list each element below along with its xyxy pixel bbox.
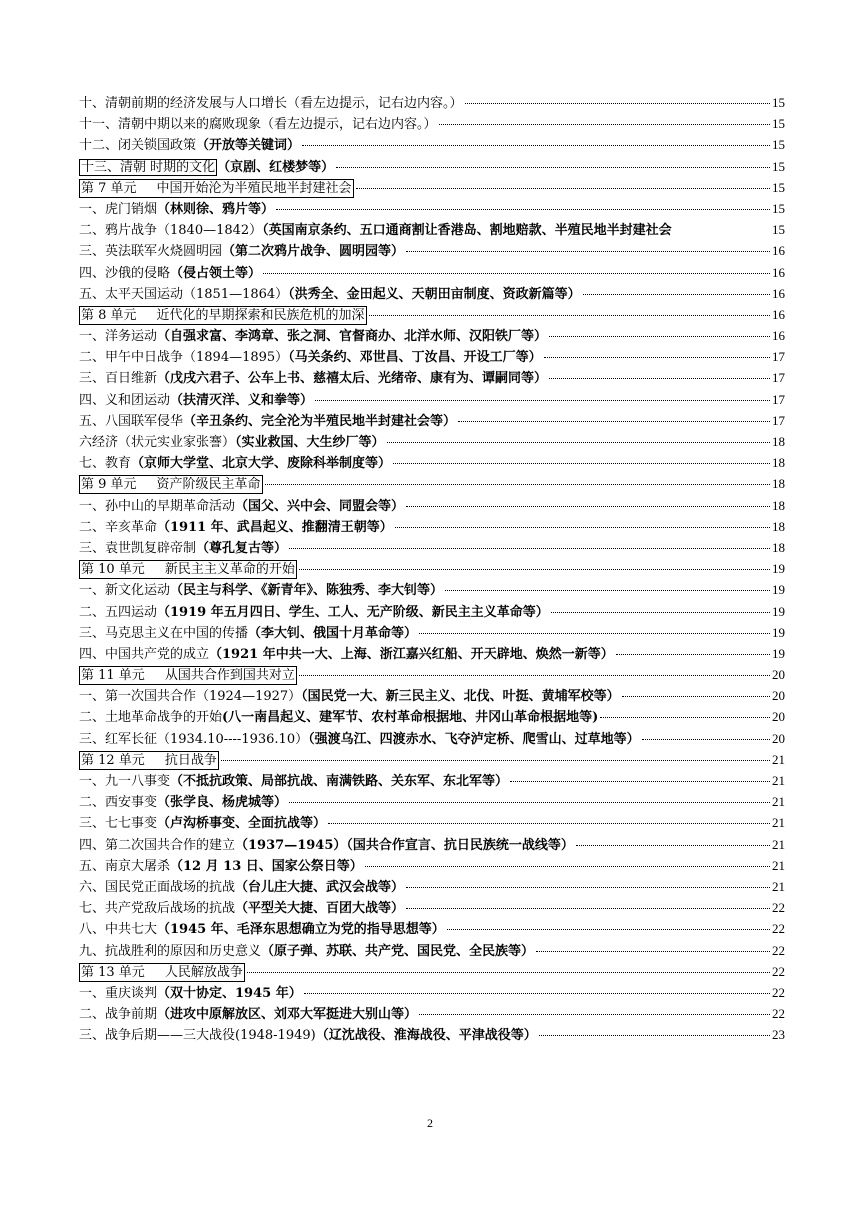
toc-entry[interactable]	[79, 495, 785, 516]
toc-entry-label	[79, 729, 640, 750]
toc-entry[interactable]	[79, 622, 785, 643]
toc-page-number: 22	[772, 900, 785, 916]
toc-entry-title: 三、红军长征（1934.10----1936.10）	[79, 731, 309, 747]
toc-unit-heading[interactable]	[79, 961, 785, 982]
toc-entry[interactable]	[79, 389, 785, 410]
toc-page-number: 21	[772, 794, 785, 810]
dot-leader	[419, 1014, 770, 1015]
toc-page-number: 22	[772, 984, 785, 1000]
toc-entry[interactable]	[79, 770, 785, 791]
dot-leader	[221, 760, 770, 761]
unit-number: 第 13 单元	[81, 964, 145, 980]
toc-entry-title: 十二、闭关锁国政策	[79, 138, 197, 154]
toc-entry[interactable]	[79, 240, 785, 261]
toc-entry-keywords: （张学良、杨虎城等）	[157, 795, 288, 811]
toc-entry-title: 一、重庆谈判	[79, 985, 158, 1001]
toc-page-number: 15	[772, 116, 785, 132]
toc-entry-keywords: （林则徐、鸦片等）	[157, 201, 275, 217]
toc-page-number: 15	[772, 179, 785, 195]
toc-entry[interactable]	[79, 367, 785, 388]
dot-leader	[328, 823, 770, 824]
toc-entry-label	[79, 983, 302, 1004]
toc-entry-label	[79, 496, 404, 517]
unit-number: 第 8 单元	[81, 307, 137, 323]
dot-leader	[395, 527, 770, 528]
toc-unit-heading[interactable]	[79, 664, 785, 685]
toc-page-number: 17	[772, 349, 785, 365]
toc-entry-title: 二、西安事变	[79, 795, 158, 811]
toc-entry-keywords: （1919 年五月四日、学生、工人、无产阶级、新民主主义革命等）	[157, 604, 549, 620]
dot-leader	[365, 866, 770, 867]
toc-entry[interactable]	[79, 516, 785, 537]
toc-entry-title: 七、教育	[79, 456, 132, 472]
toc-page-number: 20	[772, 730, 785, 746]
toc-entry[interactable]	[79, 262, 785, 283]
toc-entry[interactable]	[79, 579, 785, 600]
dot-leader	[406, 908, 770, 909]
toc-page-number: 15	[772, 95, 785, 110]
toc-entry-keywords: （开放等关键词）	[196, 138, 301, 154]
toc-entry-label	[79, 877, 404, 898]
toc-entry[interactable]	[79, 643, 785, 664]
toc-entry-title: 五、太平天国运动（1851—1864）	[79, 286, 289, 302]
toc-page-number: 15	[772, 222, 785, 238]
unit-title: 中国开始沦为半殖民地半封建社会	[156, 180, 352, 196]
dot-leader	[406, 887, 770, 888]
toc-entry-label	[79, 707, 598, 728]
toc-entry-label	[79, 326, 547, 347]
toc-entry-keywords: （扶清灭洋、义和拳等）	[170, 392, 314, 408]
toc-unit-heading[interactable]	[79, 558, 785, 579]
toc-page-number: 19	[772, 624, 785, 640]
toc-entry-title: 二、辛亥革命	[79, 519, 158, 535]
toc-entry-label	[79, 93, 463, 114]
toc-entry-keywords: （尊孔复古等）	[196, 540, 288, 556]
toc-entry-label	[79, 1025, 537, 1046]
toc-page-number: 20	[772, 709, 785, 725]
toc-entry-keywords: （辽沈战役、淮海战役、平津战役等）	[315, 1028, 537, 1044]
toc-entry-title: 二、战争前期	[79, 1007, 158, 1023]
dot-leader	[315, 400, 770, 401]
toc-entry-title: 三、百日维新	[79, 371, 158, 387]
toc-page-number: 15	[772, 200, 785, 216]
toc-entry-label	[79, 856, 363, 877]
toc-entry-keywords: （1945 年、毛泽东思想确立为党的指导思想等）	[157, 922, 445, 938]
toc-entry[interactable]	[79, 728, 785, 749]
unit-title: 从国共合作到国共对立	[164, 668, 295, 684]
toc-page-number: 23	[772, 1027, 785, 1043]
toc-page-number: 21	[772, 773, 785, 788]
dot-leader	[583, 294, 770, 295]
toc-entry-keywords: （平型关大捷、百团大战等）	[235, 901, 405, 917]
toc-entry[interactable]	[79, 812, 785, 833]
toc-entry-title: 十三、清朝 时期的文化	[81, 159, 216, 175]
table-of-contents	[79, 92, 785, 1045]
dot-leader	[299, 569, 770, 570]
toc-entry[interactable]	[79, 940, 785, 961]
toc-entry-title: 一、第一次国共合作（1924—1927）	[79, 689, 302, 705]
unit-heading-label	[79, 475, 263, 494]
toc-page-number: 15	[772, 158, 785, 174]
toc-entry-title: 十、清朝前期的经济发展与人口增长	[79, 96, 288, 111]
toc-entry-label	[79, 390, 313, 411]
toc-page-number: 16	[772, 264, 785, 280]
toc-entry-label	[79, 686, 620, 707]
dot-leader	[302, 145, 770, 146]
toc-entry-title: 五、八国联军侵华	[79, 413, 184, 429]
toc-unit-heading[interactable]	[79, 749, 785, 770]
dot-leader	[276, 209, 770, 210]
toc-entry-label	[79, 284, 581, 305]
toc-entry-title: 四、沙俄的侵略	[79, 265, 171, 281]
toc-page-number: 17	[772, 370, 785, 386]
unit-heading-label	[79, 666, 297, 685]
toc-page-number: 21	[772, 751, 785, 767]
toc-entry-title: 六经济（状元实业家张謇）	[79, 435, 236, 450]
toc-entry[interactable]	[79, 1024, 785, 1045]
toc-entry-keywords: （强渡乌江、四渡赤水、飞夺泸定桥、爬雪山、过草地等）	[308, 731, 640, 747]
dot-leader	[510, 781, 770, 782]
dot-leader	[369, 315, 770, 316]
toc-page-number: 21	[772, 836, 785, 852]
toc-entry[interactable]	[79, 346, 785, 367]
toc-entry-title: 一、新文化运动	[79, 583, 171, 599]
toc-entry-title: 三、英法联军火烧圆明园	[79, 244, 223, 260]
unit-number: 第 10 单元	[81, 562, 145, 578]
dot-leader	[458, 421, 770, 422]
dot-leader	[406, 251, 770, 252]
toc-entry-label	[79, 453, 391, 474]
toc-page-number: 18	[772, 476, 785, 492]
toc-entry-title: 三、七七事变	[79, 816, 158, 832]
toc-entry[interactable]	[79, 452, 785, 473]
dot-leader	[642, 739, 770, 740]
unit-number: 第 11 单元	[81, 668, 145, 684]
dot-leader	[539, 1035, 770, 1036]
toc-entry-title: 三、马克思主义在中国的传播	[79, 625, 249, 641]
toc-entry-title: 六、国民党正面战场的抗战	[79, 879, 236, 895]
toc-entry[interactable]	[79, 1003, 785, 1024]
toc-entry-label	[79, 602, 549, 623]
toc-entry[interactable]	[79, 685, 785, 706]
dot-leader	[447, 929, 770, 930]
toc-entry-title: 五、南京大屠杀	[79, 858, 171, 874]
toc-entry[interactable]	[79, 219, 785, 240]
toc-entry-keywords: （自强求富、李鸿章、张之洞、官督商办、北洋水师、汉阳铁厂等）	[157, 329, 548, 345]
toc-entry-title: 四、中国共产党的成立	[79, 646, 210, 662]
unit-title: 新民主主义革命的开始	[164, 562, 295, 578]
toc-unit-heading[interactable]	[79, 177, 785, 198]
dot-leader	[247, 972, 770, 973]
toc-entry-label	[79, 347, 542, 368]
toc-entry[interactable]	[79, 791, 785, 812]
toc-entry-keywords: （1921 年中共一大、上海、浙江嘉兴红船、开天辟地、焕然一新等）	[209, 646, 614, 662]
page-number: 2	[427, 1116, 433, 1130]
toc-entry-keywords: （戊戌六君子、公车上书、慈禧太后、光绪帝、康有为、谭嗣同等）	[157, 371, 548, 387]
toc-entry-keywords: （京剧、红楼梦等）	[217, 159, 335, 175]
unit-number: 第 7 单元	[81, 180, 137, 196]
toc-page-number: 15	[772, 137, 785, 153]
toc-page-number: 16	[772, 243, 785, 259]
unit-number: 第 9 单元	[81, 477, 137, 493]
dot-leader	[419, 633, 770, 634]
toc-page-number: 18	[772, 497, 785, 513]
dot-leader	[393, 463, 770, 464]
toc-entry-title: 一、九一八事变	[79, 774, 171, 789]
toc-entry-keywords: （1937—1945）（国共合作宣言、抗日民族统一战线等）	[235, 837, 574, 853]
toc-entry-label	[79, 813, 326, 834]
toc-entry-title: 一、洋务运动	[79, 329, 158, 345]
toc-entry[interactable]	[79, 855, 785, 876]
toc-page-number: 18	[772, 434, 785, 449]
toc-page-number: 20	[772, 688, 785, 704]
toc-entry-label	[79, 199, 274, 220]
dot-leader	[289, 802, 770, 803]
toc-entry-keywords: （辛丑条约、完全沦为半殖民地半封建社会等）	[183, 413, 457, 429]
toc-entry-title: 三、战争后期——三大战役(1948-1949)	[79, 1028, 316, 1044]
dot-leader	[263, 273, 770, 274]
toc-entry-label	[79, 411, 456, 432]
unit-title: 人民解放战争	[164, 964, 243, 980]
dot-leader	[265, 484, 770, 485]
toc-page-number: 18	[772, 518, 785, 534]
toc-entry-label	[79, 941, 534, 962]
unit-heading-label	[79, 306, 367, 325]
toc-entry-title: 八、中共七大	[79, 922, 158, 938]
toc-entry-keywords: （第二次鸦片战争、圆明园等）	[222, 244, 405, 260]
toc-entry-keywords: （洪秀全、金田起义、天朝田亩制度、资政新篇等）	[288, 286, 581, 302]
toc-entry[interactable]	[79, 156, 785, 177]
toc-page-number: 22	[772, 921, 785, 937]
toc-page-number: 18	[772, 455, 785, 471]
toc-entry-title: 二、甲午中日战争（1894—1895）	[79, 350, 289, 366]
dot-leader	[387, 442, 770, 443]
toc-page-number: 16	[772, 328, 785, 344]
toc-entry-keywords: （看左边提示，记右边内容。）	[287, 96, 463, 111]
toc-entry-label	[79, 580, 443, 601]
toc-entry-keywords: （不抵抗政策、局部抗战、南满铁路、关东军、东北军等）	[170, 774, 509, 789]
toc-entry-keywords: （实业救国、大生纱厂等）	[235, 435, 385, 450]
toc-entry[interactable]	[79, 198, 785, 219]
toc-entry[interactable]	[79, 92, 785, 113]
unit-heading-label	[79, 179, 354, 198]
toc-unit-heading[interactable]	[79, 473, 785, 494]
toc-entry-keywords: （原子弹、苏联、共产党、国民党、全民族等）	[261, 943, 535, 959]
toc-entry[interactable]	[79, 897, 785, 918]
toc-entry-title: 四、第二次国共合作的建立	[79, 837, 236, 853]
toc-entry-title: 十一、清朝中期以来的腐败现象	[79, 117, 262, 133]
toc-entry-label	[79, 792, 287, 813]
dot-leader	[600, 717, 770, 718]
toc-entry[interactable]	[79, 601, 785, 622]
toc-entry-label	[79, 114, 437, 135]
toc-page-number: 18	[772, 539, 785, 555]
dot-leader	[406, 506, 770, 507]
toc-entry[interactable]	[79, 537, 785, 558]
toc-page-number: 16	[772, 306, 785, 322]
toc-entry-title: 二、五四运动	[79, 604, 158, 620]
toc-entry-keywords: （双十协定、1945 年）	[157, 985, 302, 1001]
dot-leader	[551, 612, 770, 613]
dot-leader	[465, 103, 770, 104]
toc-entry-title: 一、孙中山的早期革命活动	[79, 498, 236, 514]
toc-entry[interactable]	[79, 982, 785, 1003]
toc-entry-keywords: （京师大学堂、北京大学、废除科举制度等）	[131, 456, 392, 472]
toc-page-number: 21	[772, 815, 785, 831]
dot-leader	[616, 654, 770, 655]
toc-entry[interactable]	[79, 410, 785, 431]
dot-leader	[445, 590, 770, 591]
dot-leader	[356, 188, 770, 189]
dot-leader	[549, 378, 770, 379]
toc-entry-label	[79, 771, 508, 792]
unit-title: 近代化的早期探索和民族危机的加深	[156, 307, 365, 323]
toc-entry[interactable]	[79, 431, 785, 452]
toc-entry-keywords: （12 月 13 日、国家公祭日等）	[170, 858, 363, 874]
toc-entry-keywords: （进攻中原解放区、刘邓大军挺进大别山等）	[157, 1007, 418, 1023]
dot-leader	[536, 951, 770, 952]
toc-entry-label	[79, 538, 287, 559]
dot-leader	[544, 357, 770, 358]
toc-entry[interactable]	[79, 876, 785, 897]
toc-entry-keywords: （国父、兴中会、同盟会等）	[235, 498, 405, 514]
toc-entry-label	[79, 644, 614, 665]
toc-page-number: 17	[772, 391, 785, 407]
dot-leader	[439, 124, 770, 125]
toc-entry-keywords: （马关条约、邓世昌、丁汝昌、开设工厂等）	[288, 350, 542, 366]
toc-page-number: 19	[772, 645, 785, 661]
unit-number: 第 12 单元	[81, 752, 145, 768]
toc-entry[interactable]	[79, 283, 785, 304]
toc-entry-label	[79, 263, 261, 284]
toc-entry[interactable]	[79, 134, 785, 155]
toc-page-number: 22	[772, 963, 785, 979]
toc-entry-title: 二、鸦片战争（1840—1842）	[79, 223, 263, 239]
toc-unit-heading[interactable]	[79, 304, 785, 325]
unit-title: 抗日战争	[164, 752, 217, 768]
toc-entry-keywords: (八一南昌起义、建军节、农村革命根据地、井冈山革命根据地等)	[222, 710, 599, 726]
toc-page-number: 19	[772, 603, 785, 619]
toc-entry-keywords: （民主与科学、《新青年》、陈独秀、李大钊等）	[170, 583, 444, 599]
toc-entry-label	[79, 241, 404, 262]
toc-entry[interactable]	[79, 113, 785, 134]
toc-page-number: 17	[772, 412, 785, 428]
toc-entry-keywords: （李大钊、俄国十月革命等）	[248, 625, 418, 641]
toc-entry-label	[79, 157, 334, 178]
toc-page-number: 19	[772, 582, 785, 598]
unit-title: 资产阶级民主革命	[156, 477, 261, 493]
toc-entry-title: 二、土地革命战争的开始	[79, 710, 223, 726]
toc-entry-keywords: （英国南京条约、五口通商割让香港岛、割地赔款、半殖民地半封建社会	[262, 223, 672, 239]
toc-entry-title: 九、抗战胜利的原因和历史意义	[79, 943, 262, 959]
dot-leader	[576, 845, 770, 846]
toc-entry-label	[79, 623, 417, 644]
toc-entry-label	[79, 432, 385, 453]
toc-entry-keywords: （看左边提示，记右边内容。）	[261, 117, 437, 133]
toc-page-number: 22	[772, 942, 785, 958]
dot-leader	[299, 675, 770, 676]
dot-leader	[289, 548, 770, 549]
toc-entry-label	[79, 517, 393, 538]
toc-page-number: 22	[772, 1006, 785, 1022]
toc-entry-label	[79, 898, 404, 919]
toc-entry-keywords: （卢沟桥事变、全面抗战等）	[157, 816, 327, 832]
toc-entry-label	[79, 135, 300, 156]
toc-page-number: 16	[772, 285, 785, 301]
unit-heading-label	[79, 751, 219, 770]
unit-heading-label	[79, 963, 245, 982]
toc-entry-title: 四、义和团运动	[79, 392, 171, 408]
toc-page-number: 21	[772, 878, 785, 894]
unit-heading-label	[79, 560, 297, 579]
toc-page-number: 20	[772, 667, 785, 683]
toc-page-number: 21	[772, 857, 785, 873]
toc-entry[interactable]	[79, 706, 785, 727]
toc-entry-keywords: （台儿庄大捷、武汉会战等）	[235, 879, 405, 895]
toc-entry-label	[79, 1004, 417, 1025]
dot-leader	[304, 993, 770, 994]
toc-entry-label	[79, 368, 547, 389]
toc-entry-keywords: （侵占领土等）	[170, 265, 262, 281]
toc-entry-label	[79, 919, 445, 940]
toc-entry-keywords: （1911 年、武昌起义、推翻清王朝等）	[157, 519, 393, 535]
toc-entry-title: 三、袁世凯复辟帝制	[79, 540, 197, 556]
toc-entry[interactable]	[79, 918, 785, 939]
toc-entry-title: 一、虎门销烟	[79, 201, 158, 217]
toc-entry[interactable]	[79, 325, 785, 346]
toc-entry-label	[79, 835, 574, 856]
dot-leader	[336, 167, 770, 168]
dot-leader	[549, 336, 770, 337]
toc-entry-label	[79, 220, 672, 241]
toc-entry-keywords: （国民党一大、新三民主义、北伐、叶挺、黄埔军校等）	[301, 689, 620, 705]
dot-leader	[622, 696, 770, 697]
toc-page-number: 19	[772, 561, 785, 577]
toc-entry-title: 七、共产党敌后战场的抗战	[79, 901, 236, 917]
toc-entry[interactable]	[79, 834, 785, 855]
